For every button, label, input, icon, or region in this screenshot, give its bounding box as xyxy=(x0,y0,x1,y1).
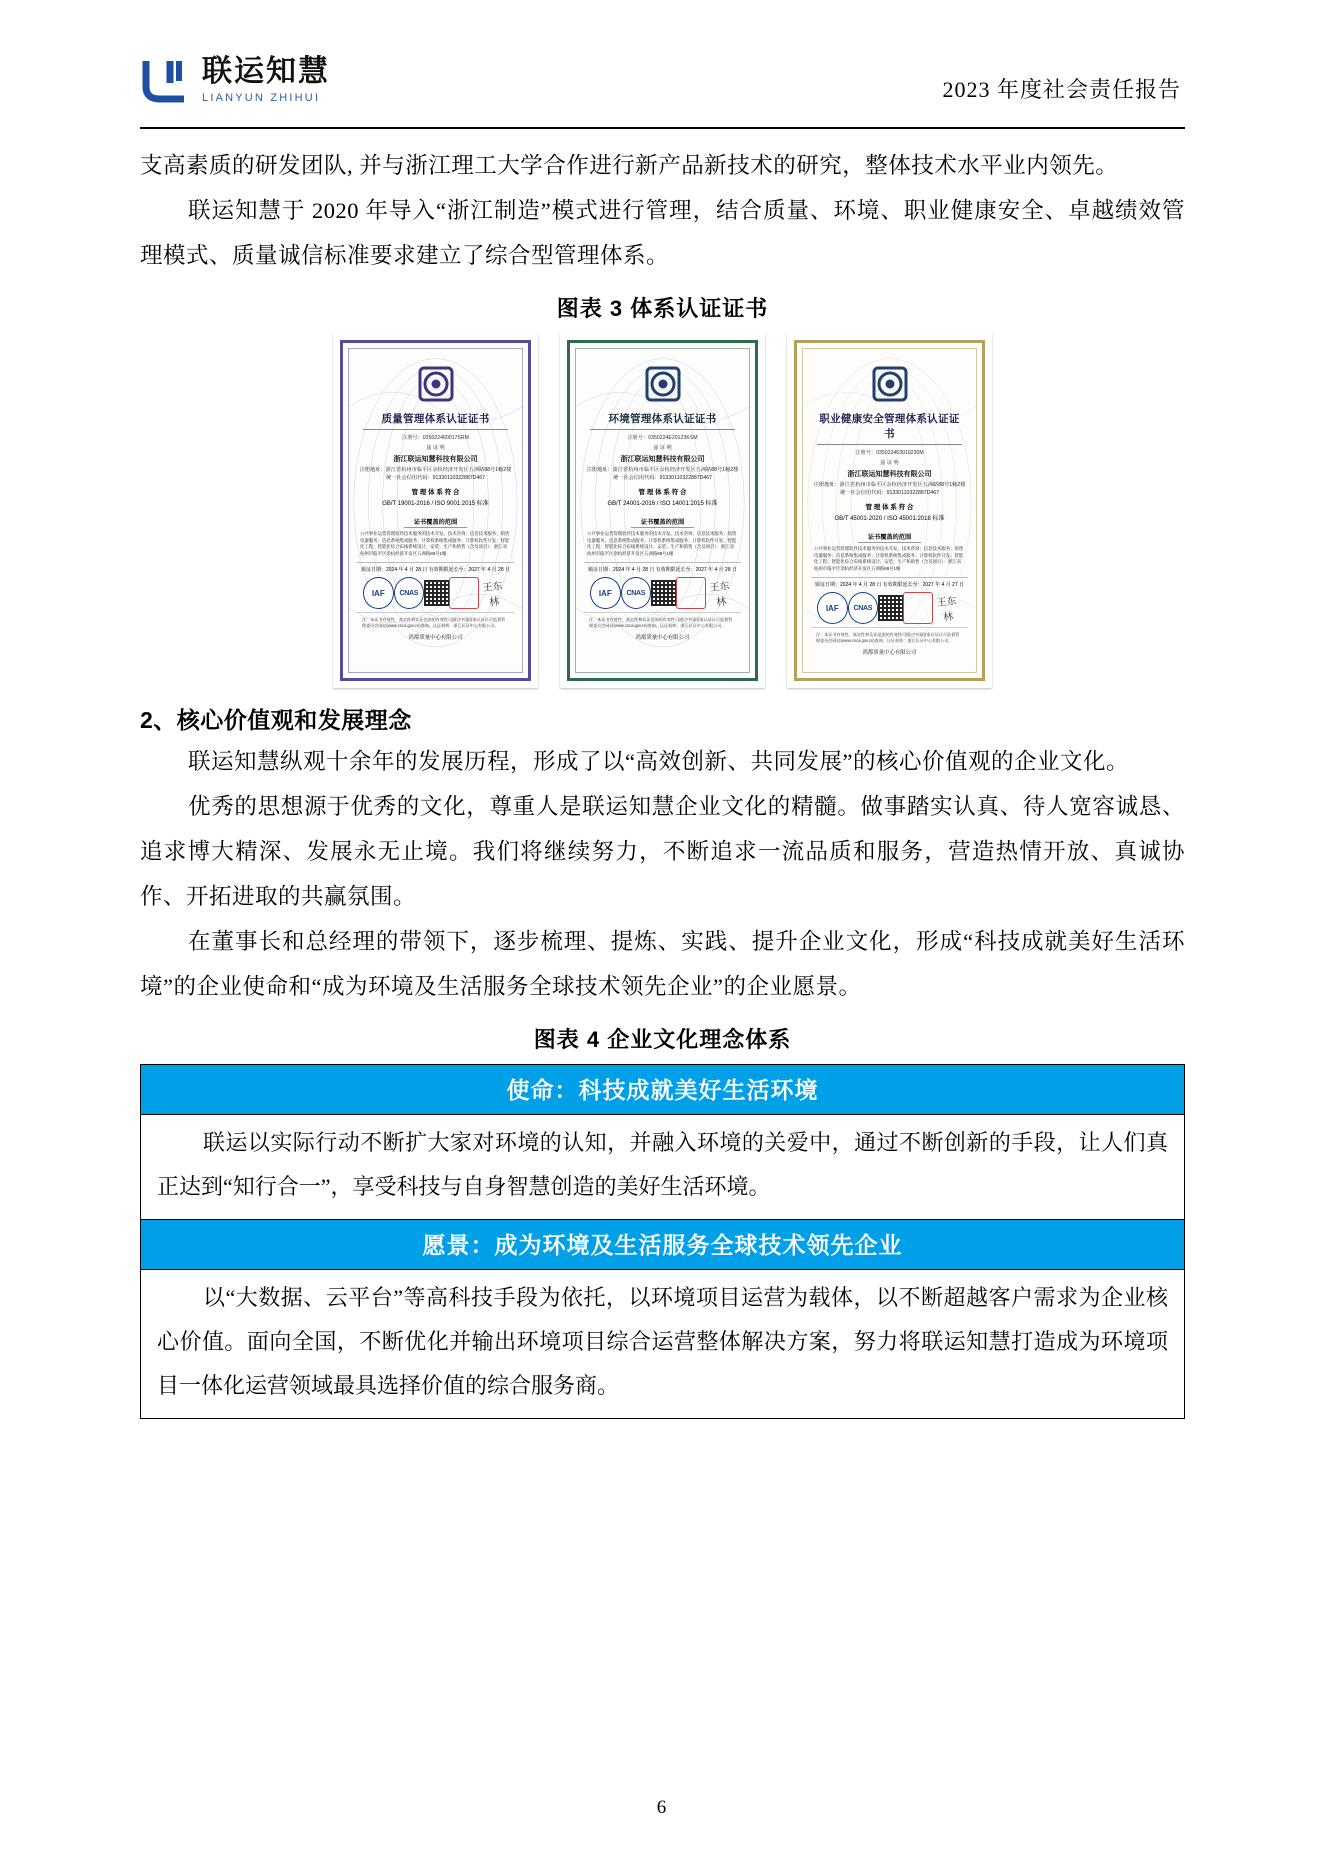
iaf-logo-icon: IAF xyxy=(590,577,621,609)
vision-header: 愿景：成为环境及生活服务全球技术领先企业 xyxy=(141,1220,1185,1270)
company-logo xyxy=(140,55,330,105)
certificate-dates xyxy=(811,577,968,588)
vision-body: 以“大数据、云平台”等高科技手段为依托，以环境项目运营为载体，以不断超越客户需求为企业核心价值。面向全国，不断优化并输出环境项目综合运营整体解决方案，努力将联运知慧打造成为环境项目一体化运营领域最具选择价值的综合服务商。 xyxy=(141,1270,1185,1419)
certificate-credit-code: 统一社会信用代码：91330110322887D467 xyxy=(839,490,940,496)
certificate-title: 质量管理体系认证证书 xyxy=(363,411,508,430)
certificate-body xyxy=(803,349,976,656)
signature: 王东林 xyxy=(482,581,504,609)
certificate-standard: GB/T 24001-2016 / ISO 14001:2015 标准 xyxy=(607,501,718,507)
paragraph-1: 支高素质的研发团队, 并与浙江理工大学合作进行新产品新技术的研究，整体技术水平业内领先。 xyxy=(140,153,1119,178)
certificate-conform-title: 管 理 体 系 符 合 xyxy=(865,504,914,511)
signature: 王东林 xyxy=(709,581,731,609)
table-row xyxy=(141,1065,1185,1115)
red-seal-icon xyxy=(903,592,934,624)
certificate-company: 浙江联运知慧科技有限公司 xyxy=(393,456,478,463)
certificate-company: 浙江联运知慧科技有限公司 xyxy=(620,456,705,463)
certificate-footnote: 注：本证书有效性、真实性和认证范围的有效性可通过中国国家认证认可监督管理委员会网站(www.cnca.gov.cn)查询。认证机构：浙江认证中心有限公司。 xyxy=(357,612,514,629)
certificate-dates xyxy=(584,562,741,573)
cnas-logo-icon: CNAS xyxy=(848,592,879,624)
certificate-occupational-health xyxy=(787,333,992,688)
certificate-number: 注册号：035022463010230M xyxy=(855,450,924,456)
cnas-logo-icon: CNAS xyxy=(621,577,652,609)
figure-4-caption: 图表 4 企业文化理念体系 xyxy=(533,1027,792,1052)
certificate-scope-title: 证书覆盖的范围 xyxy=(858,532,921,543)
red-seal-icon xyxy=(449,577,480,609)
certificate-body xyxy=(349,349,522,641)
certificate-seal-icon xyxy=(413,361,459,407)
table-row xyxy=(141,1270,1185,1419)
certificate-title: 环境管理体系认证证书 xyxy=(590,411,735,430)
certificate-address: 注册地址：浙江省杭州市临平区余杭经济开发区五洲路88号1幢2楼 xyxy=(813,482,966,488)
certificate-scope: 公共事业运营管理软件技术服务的技术开发、技术咨询；信息技术服务；销售电器服务；信息系统集成服务；计算机系统集成服务；计算机软件开发；智能化工程；智能化综合布线系统设计、安装；生产和销售（含及项目）：浙江省杭州市临平区余杭经济开发区五洲路88号1幢 xyxy=(360,531,510,556)
certificate-credit-code: 统一社会信用代码：91330110322887D467 xyxy=(385,475,486,481)
certificate-conform-title: 管 理 体 系 符 合 xyxy=(638,489,687,496)
certificate-valid-date: 有效期限延长至：2027 年 4 月 28 日 xyxy=(428,567,510,574)
logo-chinese-name: 联运知慧 xyxy=(202,55,330,88)
logo-text xyxy=(202,57,330,104)
certificate-issuer: 鸿都质量中心有限公司 xyxy=(862,650,917,657)
page-content xyxy=(140,55,1185,1419)
certificate-address: 注册地址：浙江省杭州市临平区余杭经济开发区五洲路88号1幢2楼 xyxy=(586,467,739,473)
mission-header: 使命：科技成就美好生活环境 xyxy=(141,1065,1185,1115)
table-row xyxy=(141,1220,1185,1270)
certificate-dates xyxy=(357,562,514,573)
qr-code-icon xyxy=(878,595,903,621)
certificate-valid-date: 有效期限延长至：2027 年 4 月 27 日 xyxy=(882,582,964,589)
paragraph-4: 优秀的思想源于优秀的文化，尊重人是联运知慧企业文化的精髓。做事踏实认真、待人宽容诚恳、追求博大精深、发展永无止境。我们将继续努力，不断追求一流品质和服务，营造热情开放、真诚协作、开拓进取的共赢氛围。 xyxy=(140,794,1185,909)
certificate-logos xyxy=(584,573,741,609)
certificate-inner xyxy=(349,349,522,672)
page-header xyxy=(140,55,1185,129)
paragraph-5: 在董事长和总经理的带领下，逐步梳理、提炼、实践、提升企业文化，形成“科技成就美好生活环境”的企业使命和“成为环境及生活服务全球技术领先企业”的企业愿景。 xyxy=(140,929,1185,999)
qr-code-icon xyxy=(424,580,449,606)
table-row xyxy=(141,1115,1185,1220)
certificate-scope: 公共事业运营管理软件技术服务的技术开发、技术咨询；信息技术服务；销售电器服务；信息系统集成服务；计算机系统集成服务；计算机软件开发；智能化工程；智能化综合布线系统设计、安装；生产和销售（含及项目）：浙江省杭州市临平区余杭经济开发区五洲路88号1幢 xyxy=(814,546,964,571)
certificate-issue-date: 颁证日期：2024 年 4 月 28 日 xyxy=(588,567,655,574)
certificate-footnote: 注：本证书有效性、真实性和认证范围的有效性可通过中国国家认证认可监督管理委员会网站(www.cnca.gov.cn)查询。认证机构：浙江认证中心有限公司。 xyxy=(811,627,968,644)
iaf-logo-icon: IAF xyxy=(363,577,394,609)
certificate-scope-title: 证书覆盖的范围 xyxy=(631,517,694,528)
logo-mark-icon xyxy=(140,57,194,105)
certificate-footnote: 注：本证书有效性、真实性和认证范围的有效性可通过中国国家认证认可监督管理委员会网站(www.cnca.gov.cn)查询。认证机构：浙江认证中心有限公司。 xyxy=(584,612,741,629)
certificate-inner xyxy=(576,349,749,672)
certificate-label: 兹 证 明 xyxy=(426,445,445,451)
paragraph-3: 联运知慧纵观十余年的发展历程，形成了以“高效创新、共同发展”的核心价值观的企业文化。 xyxy=(188,749,1129,774)
figure-3-caption: 图表 3 体系认证证书 xyxy=(556,296,769,321)
logo-english-name: LIANYUN ZHIHUI xyxy=(202,92,321,104)
certificate-environment xyxy=(560,333,765,688)
certificate-valid-date: 有效期限延长至：2027 年 4 月 28 日 xyxy=(655,567,737,574)
certificate-number: 注册号：0350224E20123KSM xyxy=(627,435,698,441)
mission-body: 联运以实际行动不断扩大家对环境的认知，并融入环境的关爱中，通过不断创新的手段，让人们真正达到“知行合一”，享受科技与自身智慧创造的美好生活环境。 xyxy=(141,1115,1185,1220)
certificate-conform-title: 管 理 体 系 符 合 xyxy=(411,489,460,496)
qr-code-icon xyxy=(651,580,676,606)
certificate-standard: GB/T 19001-2016 / ISO 9001:2015 标准 xyxy=(382,501,489,507)
certificate-issue-date: 颁证日期：2024 年 4 月 28 日 xyxy=(361,567,428,574)
certificate-number: 注册号：035022460017SRM xyxy=(402,435,469,441)
certificate-logos xyxy=(811,588,968,624)
certificate-image-group xyxy=(140,333,1185,688)
certificate-seal-icon xyxy=(640,361,686,407)
certificate-issuer: 鸿都质量中心有限公司 xyxy=(408,635,463,642)
iaf-logo-icon: IAF xyxy=(817,592,848,624)
certificate-label: 兹 证 明 xyxy=(880,460,899,466)
certificate-seal-icon xyxy=(867,361,913,407)
certificate-company: 浙江联运知慧科技有限公司 xyxy=(847,471,932,478)
certificate-label: 兹 证 明 xyxy=(653,445,672,451)
certificate-logos xyxy=(357,573,514,609)
certificate-issue-date: 颁证日期：2024 年 4 月 28 日 xyxy=(815,582,882,589)
certificate-standard: GB/T 45001-2020 / ISO 45001:2018 标准 xyxy=(834,516,945,522)
cnas-logo-icon: CNAS xyxy=(394,577,425,609)
certificate-scope-title: 证书覆盖的范围 xyxy=(404,517,467,528)
certificate-body xyxy=(576,349,749,641)
certificate-credit-code: 统一社会信用代码：91330110322887D467 xyxy=(612,475,713,481)
certificate-quality xyxy=(333,333,538,688)
certificate-inner xyxy=(803,349,976,672)
certificate-title: 职业健康安全管理体系认证证书 xyxy=(817,411,962,445)
culture-system-table xyxy=(140,1064,1185,1419)
certificate-issuer: 鸿都质量中心有限公司 xyxy=(635,635,690,642)
report-title: 2023 年度社会责任报告 xyxy=(942,77,1181,102)
certificate-scope: 公共事业运营管理软件技术服务的技术开发、技术咨询；信息技术服务；销售电器服务；信息系统集成服务；计算机系统集成服务；计算机软件开发；智能化工程；智能化综合布线系统设计、安装；生产和销售（含及项目）：浙江省杭州市临平区余杭经济开发区五洲路88号1幢 xyxy=(587,531,737,556)
signature: 王东林 xyxy=(936,596,958,624)
red-seal-icon xyxy=(676,577,707,609)
certificate-address: 注册地址：浙江省杭州市临平区余杭经济开发区五洲路88号1幢2楼 xyxy=(359,467,512,473)
page-number: 6 xyxy=(656,1797,667,1818)
section-heading-2: 2、核心价值观和发展理念 xyxy=(140,707,412,733)
paragraph-2: 联运知慧于 2020 年导入“浙江制造”模式进行管理，结合质量、环境、职业健康安全、卓越绩效管理模式、质量诚信标准要求建立了综合型管理体系。 xyxy=(140,198,1185,268)
